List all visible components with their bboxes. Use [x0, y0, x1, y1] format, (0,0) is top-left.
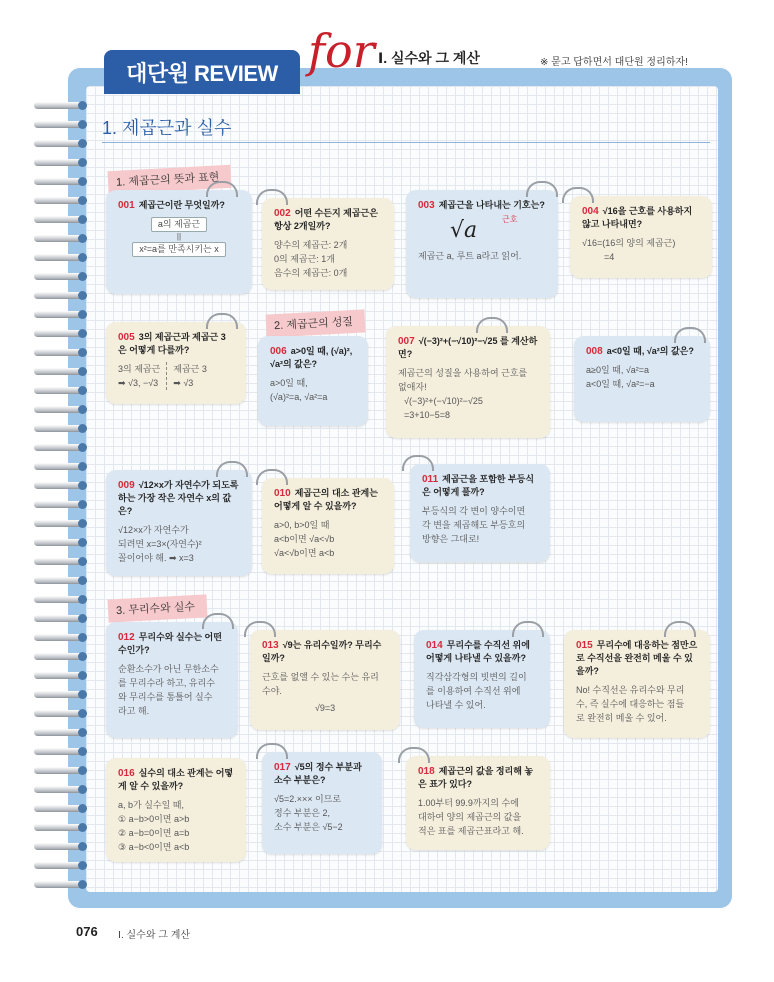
question: 005 3의 제곱근과 제곱근 3은 어떻게 다를까?: [118, 332, 226, 355]
spiral-ring: [34, 271, 86, 283]
spiral-ring: [34, 195, 86, 207]
card-007: [386, 326, 550, 438]
answer: 직각삼각형의 빗변의 길이 를 이용하여 수직선 위에 나타낼 수 있어.: [426, 672, 527, 710]
card-012: [106, 622, 238, 738]
question: 017 √5의 정수 부분과 소수 부분은?: [274, 762, 362, 785]
answer: 제곱근의 성질을 사용하여 근호를 없애자! √(−3)²+(−√10)²−√25 =3+10−5=8: [398, 368, 528, 420]
question: 013 √9는 유리수일까? 무리수일까?: [262, 640, 382, 663]
answer: √16=(16의 양의 제곱근) =4: [582, 238, 676, 262]
spiral-ring: [34, 765, 86, 777]
spiral-ring: [34, 727, 86, 739]
spiral-ring: [34, 803, 86, 815]
spiral-ring: [34, 594, 86, 606]
answer: √5=2.××× 이므로 정수 부분은 2, 소수 부분은 √5−2: [274, 794, 343, 832]
question: 006 a>0일 때, (√a)², √a²의 값은?: [270, 346, 353, 369]
answer: 3의 제곱근 ➡ √3, −√3 제곱근 3 ➡ √3: [118, 364, 207, 388]
answer: a의 제곱근 || x²=a를 만족시키는 x: [118, 217, 240, 257]
card-006: [258, 336, 368, 426]
card-001: [106, 190, 252, 294]
spiral-ring: [34, 841, 86, 853]
question: 012 무리수와 실수는 어떤 수인가?: [118, 632, 222, 655]
card-018: [406, 756, 550, 850]
spiral-ring: [34, 708, 86, 720]
question: 015 무리수에 대응하는 점만으로 수직선을 완전히 메울 수 있을까?: [576, 640, 698, 676]
question: 014 무리수를 수직선 위에 어떻게 나타낼 수 있을까?: [426, 640, 530, 663]
tape-label-2: 2. 제곱근의 성질: [265, 309, 365, 337]
tape-label-1: 1. 제곱근의 뜻과 표현: [107, 165, 231, 194]
spiral-ring: [34, 366, 86, 378]
for-word: for: [308, 24, 375, 78]
answer: a>0, b>0일 때 a<b이면 √a<√b √a<√b이면 a<b: [274, 520, 335, 558]
answer: 부등식의 각 변이 양수이면 각 변을 제곱해도 부등호의 방향은 그대로!: [422, 506, 526, 544]
answer: a, b가 실수일 때, ① a−b>0이면 a>b ② a−b=0이면 a=b ③ a−b<0이면 a<b: [118, 800, 190, 852]
spiral-ring: [34, 613, 86, 625]
card-014: [414, 630, 550, 728]
spiral-ring: [34, 252, 86, 264]
card-015: [564, 630, 710, 738]
spiral-ring: [34, 860, 86, 872]
question: 018 제곱근의 값을 정리해 놓은 표가 있다?: [418, 766, 534, 789]
section-divider: [102, 142, 710, 143]
spiral-ring: [34, 157, 86, 169]
card-009: [106, 470, 252, 576]
card-005: [106, 322, 246, 404]
spiral-ring: [34, 347, 86, 359]
answer: a>0일 때, (√a)²=a, √a²=a: [270, 378, 328, 402]
answer: 제곱근 a, 루트 a라고 읽어.: [418, 251, 522, 261]
card-017: [262, 752, 382, 854]
spiral-ring: [34, 632, 86, 644]
spiral-ring: [34, 100, 86, 112]
review-badge: 대단원 REVIEW: [104, 50, 300, 94]
spiral-ring: [34, 689, 86, 701]
tape-label-3: 3. 무리수와 실수: [107, 594, 207, 622]
question: 007 √(−3)²+(−√10)²−√25 를 계산하면?: [398, 336, 538, 359]
spiral-ring: [34, 651, 86, 663]
spiral-ring: [34, 404, 86, 416]
question: 009 √12×x가 자연수가 되도록 하는 가장 작은 자연수 x의 값은?: [118, 480, 239, 516]
spiral-ring: [34, 138, 86, 150]
spiral-ring: [34, 556, 86, 568]
question: 004 √16을 근호를 사용하지 않고 나타내면?: [582, 206, 693, 229]
answer: a≥0일 때, √a²=a a<0일 때, √a²=−a: [586, 365, 655, 389]
spiral-ring: [34, 423, 86, 435]
spiral-ring: [34, 214, 86, 226]
answer: 양수의 제곱근: 2개 0의 제곱근: 1개 음수의 제곱근: 0개: [274, 240, 348, 278]
spiral-ring: [34, 822, 86, 834]
spiral-ring: [34, 879, 86, 891]
answer: 1.00부터 99.9까지의 수에 대하여 양의 제곱근의 값을 적은 표를 제곱근표라고 해.: [418, 798, 524, 836]
card-003: [406, 190, 558, 298]
spiral-ring: [34, 442, 86, 454]
question: 008 a<0일 때, √a²의 값은?: [586, 346, 694, 357]
spiral-ring: [34, 328, 86, 340]
top-stripe: [0, 0, 774, 44]
spiral-ring: [34, 670, 86, 682]
page-number: 076: [76, 924, 98, 939]
spiral-ring: [34, 499, 86, 511]
question: 001 제곱근이란 무엇일까?: [118, 200, 225, 211]
spiral-ring: [34, 784, 86, 796]
section-title: 1. 제곱근과 실수: [102, 118, 232, 138]
spiral-ring: [34, 461, 86, 473]
spiral-ring: [34, 233, 86, 245]
card-011: [410, 464, 550, 562]
chapter-note: ※ 묻고 답하면서 대단원 정리하자!: [540, 57, 688, 68]
spiral-ring: [34, 518, 86, 530]
spiral-ring: [34, 290, 86, 302]
card-002: [262, 198, 394, 290]
answer: No! 수직선은 유리수와 무리 수, 즉 실수에 대응하는 점들 로 완전히 메울 수 있어.: [576, 685, 685, 723]
card-016: [106, 758, 246, 862]
card-008: [574, 336, 710, 422]
card-010: [262, 478, 394, 574]
spiral-ring: [34, 309, 86, 321]
spiral-ring: [34, 537, 86, 549]
card-004: [570, 196, 712, 278]
question: 002 어떤 수든지 제곱근은 항상 2개일까?: [274, 208, 378, 231]
spiral-ring: [34, 385, 86, 397]
chapter-title: Ⅰ. 실수와 그 계산: [378, 50, 480, 66]
question: 003 제곱근을 나타내는 기호는?: [418, 200, 545, 211]
spiral-ring: [34, 119, 86, 131]
footer-section: Ⅰ. 실수와 그 계산: [118, 930, 191, 941]
question: 010 제곱근의 대소 관계는 어떻게 알 수 있을까?: [274, 488, 378, 511]
spiral-ring: [34, 480, 86, 492]
spiral-ring: [34, 746, 86, 758]
question: 011 제곱근을 포함한 부등식은 어떻게 풀까?: [422, 474, 535, 497]
answer: √12×x가 자연수가 되려면 x=3×(자연수)² 꼴이어야 해. ➡ x=3: [118, 525, 202, 563]
question: 016 실수의 대소 관계는 어떻게 알 수 있을까?: [118, 768, 234, 791]
radical-symbol: √a: [450, 218, 478, 243]
spiral-ring: [34, 176, 86, 188]
radical-label: 근호: [502, 215, 518, 224]
spiral-ring: [34, 575, 86, 587]
answer: 순환소수가 아닌 무한소수 를 무리수라 하고, 유리수 와 무리수를 통틀어 실수 라고 해.: [118, 664, 219, 716]
answer: 근호를 없앨 수 있는 수는 유리 수야. √9=3: [262, 672, 379, 713]
card-013: [250, 630, 400, 730]
